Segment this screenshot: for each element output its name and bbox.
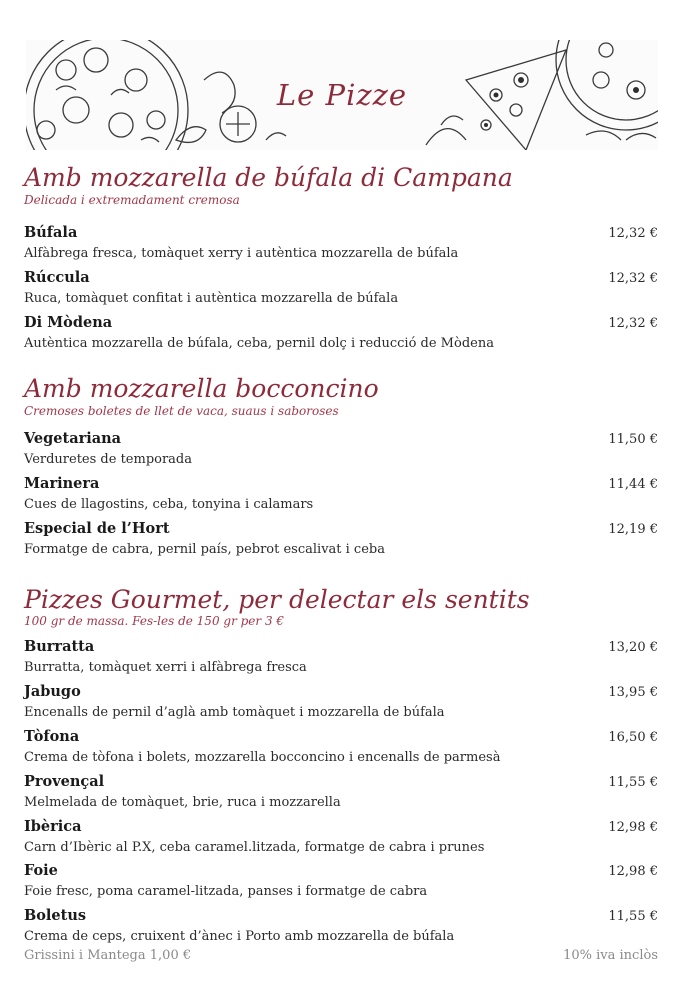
item-price: 12,98 € (608, 820, 658, 835)
item-name: Especial de l’Hort (24, 520, 170, 537)
item-price: 12,32 € (608, 316, 658, 331)
menu-item (24, 314, 658, 354)
item-description: Cues de llagostins, ceba, tonyina i calamars (24, 497, 314, 512)
item-name: Di Mòdena (24, 314, 113, 331)
section-title: Amb mozzarella de búfala di Campana (24, 163, 513, 192)
item-price: 12,32 € (608, 271, 658, 286)
section-title: Pizzes Gourmet, per delectar els sentits (24, 585, 530, 614)
menu-item (24, 269, 658, 309)
item-price: 13,20 € (608, 640, 658, 655)
item-price: 11,50 € (608, 432, 658, 447)
item-price: 13,95 € (608, 685, 658, 700)
item-description: Carn d’Ibèric al P.X, ceba caramel.litzada, formatge de cabra i prunes (24, 840, 485, 855)
menu-item (24, 224, 658, 264)
item-description: Formatge de cabra, pernil país, pebrot escalivat i ceba (24, 542, 385, 557)
menu-item (24, 818, 658, 858)
item-price: 11,55 € (608, 909, 658, 924)
item-name: Burratta (24, 638, 95, 655)
item-name: Ibèrica (24, 818, 82, 835)
menu-item (24, 773, 658, 813)
item-name: Jabugo (24, 683, 81, 700)
item-name: Tòfona (24, 728, 80, 745)
footer-note-tax: 10% iva inclòs (563, 948, 658, 963)
menu-item (24, 862, 658, 902)
item-description: Alfàbrega fresca, tomàquet xerry i autèntica mozzarella de búfala (24, 246, 459, 261)
item-name: Provençal (24, 773, 105, 790)
item-name: Foie (24, 862, 58, 879)
item-description: Encenalls de pernil d’aglà amb tomàquet i mozzarella de búfala (24, 705, 445, 720)
item-description: Crema de ceps, cruixent d’ànec i Porto amb mozzarella de búfala (24, 929, 455, 944)
menu-item (24, 638, 658, 678)
item-name: Boletus (24, 907, 87, 924)
item-price: 11,55 € (608, 775, 658, 790)
item-description: Melmelada de tomàquet, brie, ruca i mozzarella (24, 795, 341, 810)
item-name: Marinera (24, 475, 100, 492)
item-name: Vegetariana (24, 430, 122, 447)
menu-item (24, 683, 658, 723)
item-price: 12,19 € (608, 522, 658, 537)
menu-item (24, 520, 658, 560)
item-description: Crema de tòfona i bolets, mozzarella bocconcino i encenalls de parmesà (24, 750, 501, 765)
section-subtitle: Delicada i extremadament cremosa (24, 193, 240, 207)
header-banner (26, 40, 658, 150)
item-price: 16,50 € (608, 730, 658, 745)
menu-item (24, 728, 658, 768)
item-description: Ruca, tomàquet confitat i autèntica mozzarella de búfala (24, 291, 399, 306)
section-subtitle: Cremoses boletes de llet de vaca, suaus i saboroses (24, 404, 339, 418)
item-price: 12,98 € (608, 864, 658, 879)
footer-note-grissini: Grissini i Mantega 1,00 € (24, 948, 192, 963)
section-title: Amb mozzarella bocconcino (24, 374, 379, 403)
item-name: Búfala (24, 224, 78, 241)
menu-item (24, 907, 658, 947)
section-subtitle: 100 gr de massa. Fes-les de 150 gr per 3 € (24, 614, 285, 628)
item-description: Burratta, tomàquet xerri i alfàbrega fresca (24, 660, 307, 675)
item-description: Foie fresc, poma caramel-litzada, panses i formatge de cabra (24, 884, 428, 899)
item-price: 11,44 € (608, 477, 658, 492)
item-name: Rúccula (24, 269, 90, 286)
item-description: Autèntica mozzarella de búfala, ceba, pernil dolç i reducció de Mòdena (24, 336, 494, 351)
page-title: Le Pizze (276, 78, 408, 112)
item-price: 12,32 € (608, 226, 658, 241)
item-description: Verduretes de temporada (24, 452, 193, 467)
menu-item (24, 475, 658, 515)
menu-item (24, 430, 658, 470)
